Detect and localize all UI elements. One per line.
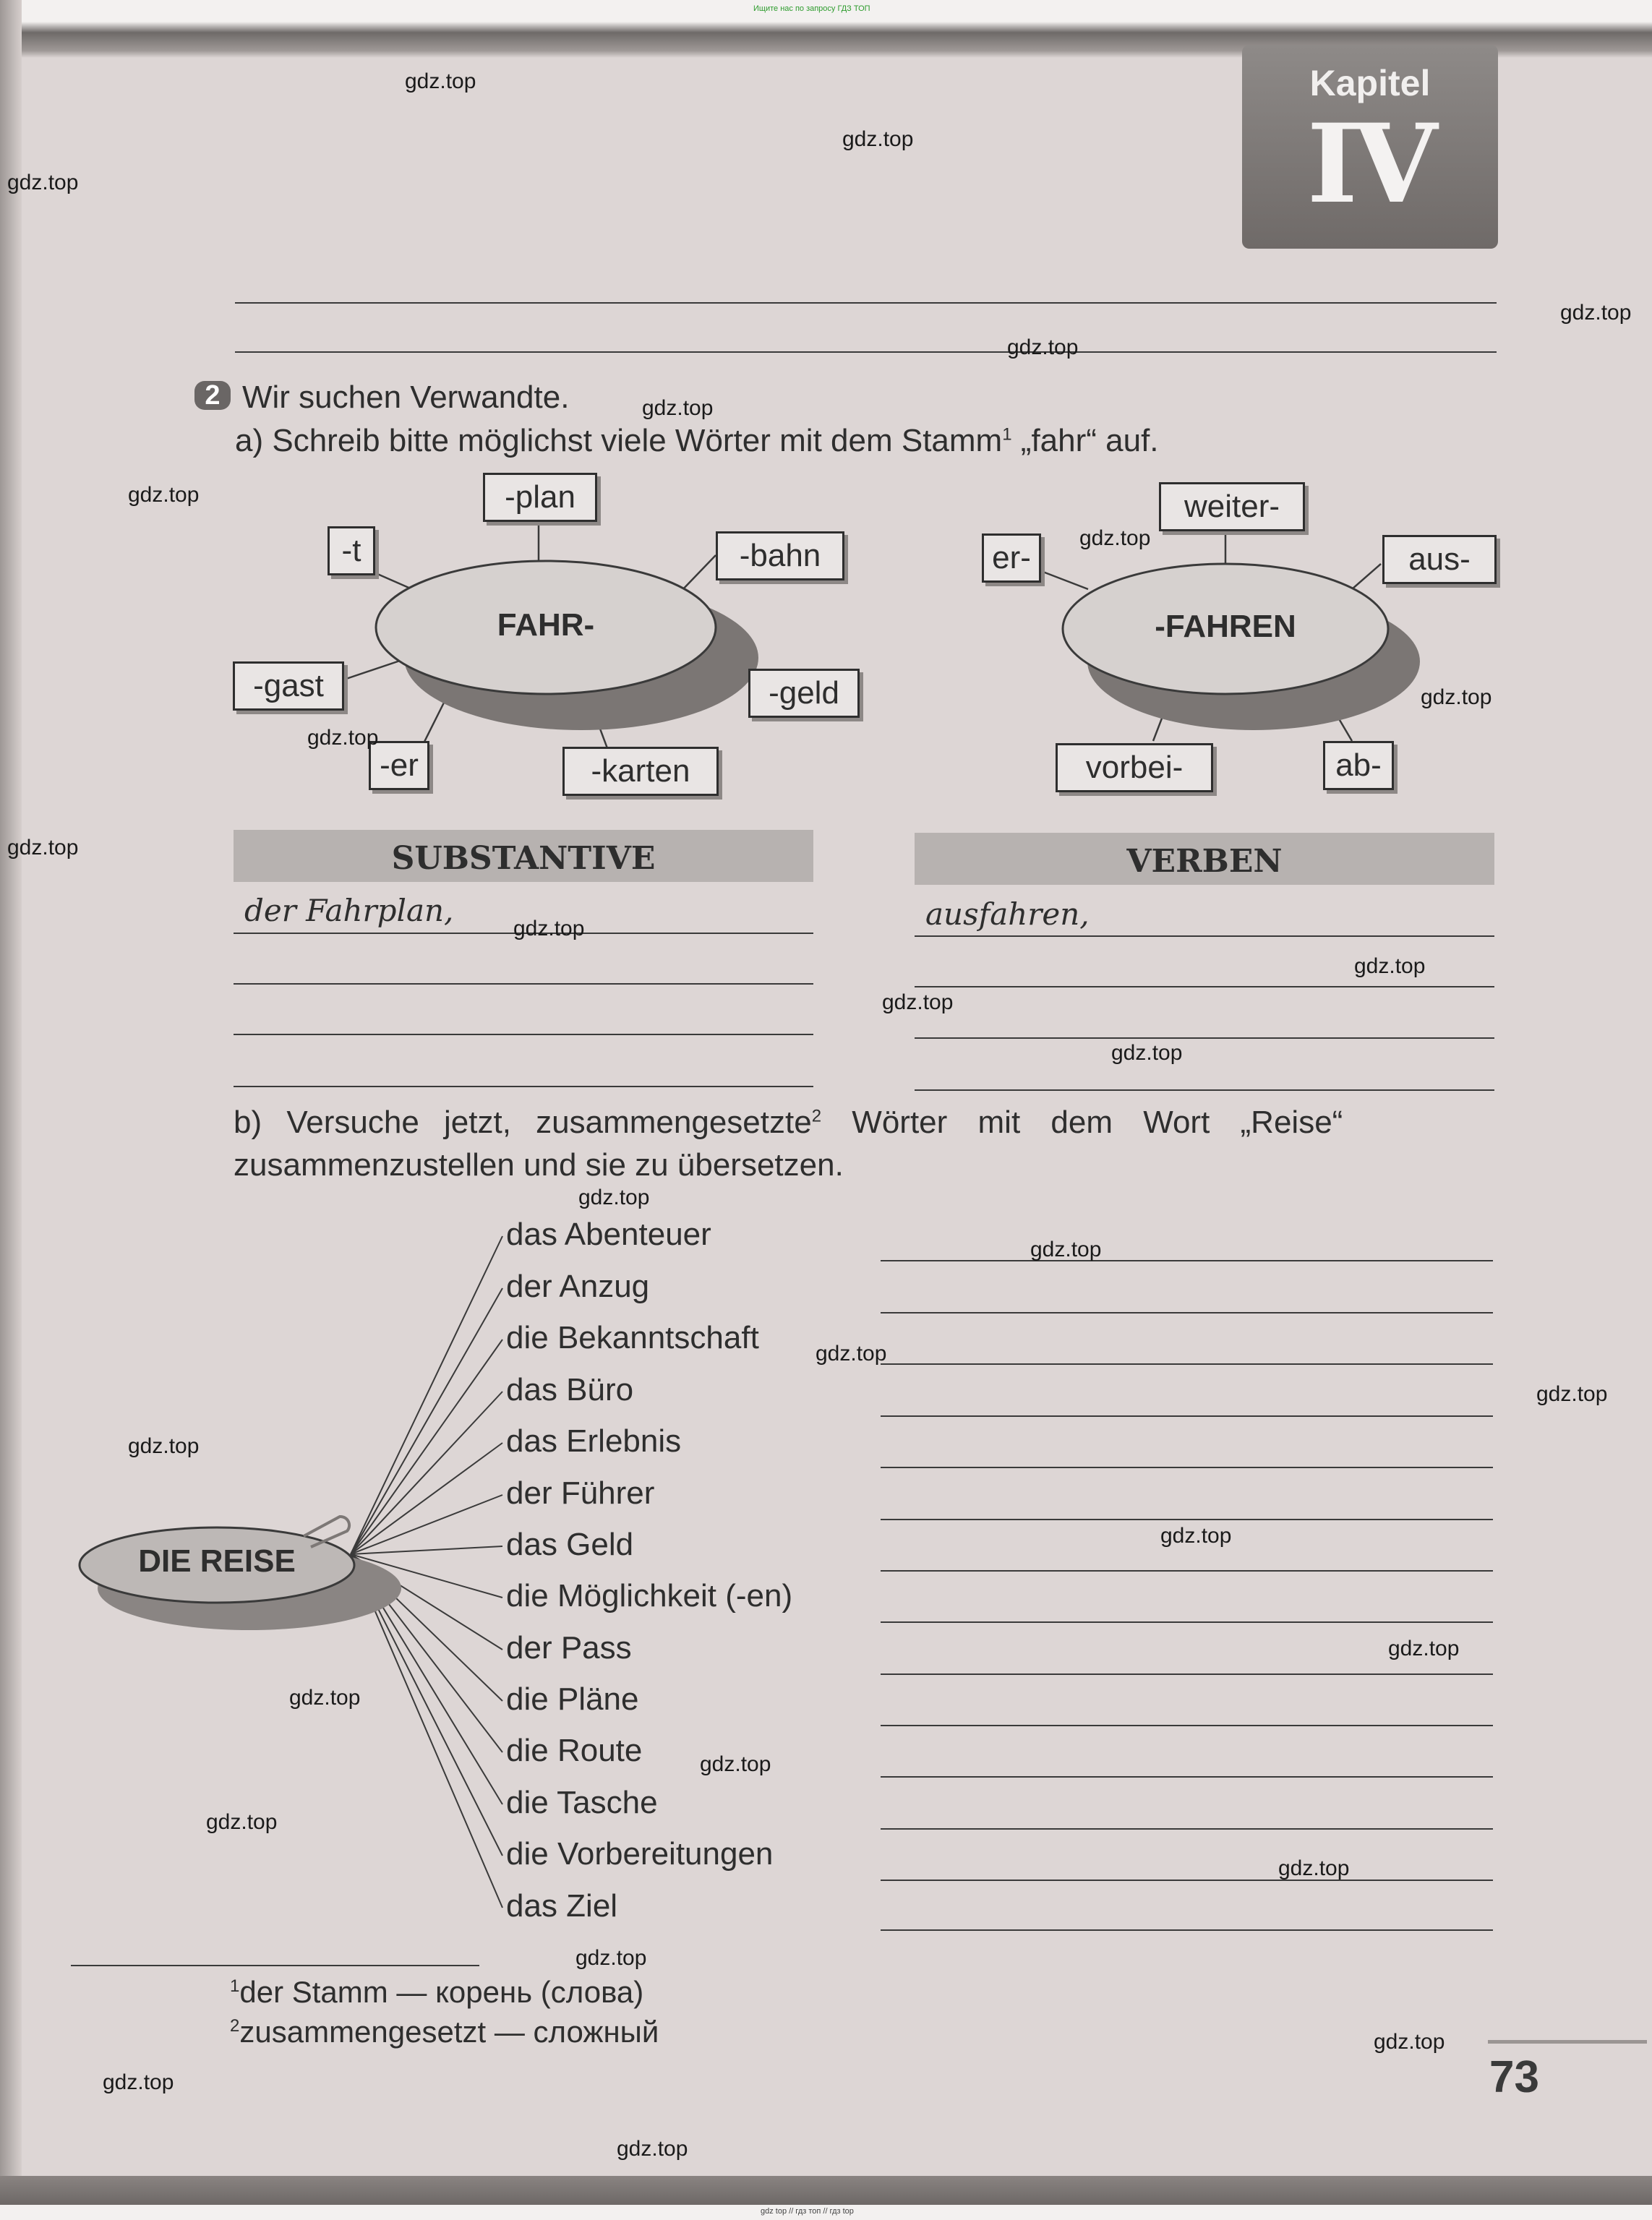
answer-line [881, 1725, 1493, 1726]
tag-vorbei: vorbei- [1056, 743, 1213, 792]
connector-line [1041, 571, 1088, 589]
watermark: gdz.top [1560, 301, 1632, 325]
answer-line [881, 1415, 1493, 1417]
tag-t: -t [328, 526, 375, 575]
watermark: gdz.top [575, 1946, 647, 1970]
task-number-badge: 2 [194, 381, 231, 410]
watermark: gdz.top [1111, 1041, 1183, 1065]
footer-note: gdz top // гдз топ // гдз top [761, 2207, 854, 2216]
answer-line [881, 1260, 1493, 1261]
watermark: gdz.top [7, 171, 79, 194]
watermark: gdz.top [128, 483, 200, 507]
answer-line [915, 935, 1494, 937]
footnote-2-text: zusammengesetzt — сложный [239, 2015, 659, 2049]
fahr-center-label: FAHR- [497, 607, 595, 643]
tag-weiter: weiter- [1159, 482, 1305, 531]
watermark: gdz.top [1160, 1524, 1232, 1548]
watermark: gdz.top [642, 396, 714, 420]
tag-bahn: -bahn [716, 531, 844, 580]
substantive-header: SUBSTANTIVE [234, 830, 813, 882]
answer-line [881, 1776, 1493, 1778]
reise-line [351, 1495, 502, 1554]
answer-line [915, 1037, 1494, 1039]
answer-line [881, 1363, 1493, 1365]
reise-line [351, 1392, 502, 1554]
fahren-center-label: -FAHREN [1155, 609, 1296, 644]
answer-line [881, 1519, 1493, 1520]
watermark: gdz.top [1030, 1238, 1102, 1261]
reise-word: die Möglichkeit (-en) [506, 1578, 793, 1613]
footnote-2 [230, 2015, 659, 2049]
watermark: gdz.top [1374, 2030, 1445, 2054]
footnote-1 [230, 1975, 643, 2010]
watermark: gdz.top [1079, 526, 1151, 550]
footnote-ref-1: 1 [1002, 424, 1012, 445]
answer-line [234, 1086, 813, 1087]
watermark: gdz.top [1007, 335, 1079, 359]
reise-line [351, 1546, 502, 1554]
connector-line [680, 555, 716, 593]
footnote-divider [71, 1965, 479, 1966]
reise-line [351, 1443, 502, 1554]
reise-word: die Tasche [506, 1785, 658, 1820]
answer-line [234, 983, 813, 985]
reise-word: der Anzug [506, 1269, 650, 1304]
answer-line [881, 1467, 1493, 1468]
watermark: gdz.top [1388, 1637, 1460, 1660]
answer-line [881, 1828, 1493, 1830]
watermark: gdz.top [405, 69, 476, 93]
answer-line [915, 986, 1494, 987]
reise-center-label: DIE REISE [138, 1543, 296, 1579]
reise-word: die Pläne [506, 1681, 639, 1717]
task-b-line1 [234, 1105, 1343, 1141]
answer-line [881, 1312, 1493, 1313]
tag-er: -er [369, 741, 429, 790]
reise-word: das Abenteuer [506, 1217, 711, 1252]
reise-word: das Ziel [506, 1888, 618, 1924]
watermark: gdz.top [816, 1342, 887, 1366]
tag-karten: -karten [562, 747, 719, 796]
task-b-line2: zusammenzustellen und sie zu übersetzen. [234, 1147, 844, 1183]
chapter-number: IV [1306, 100, 1434, 228]
watermark: gdz.top [617, 2137, 688, 2161]
connector-line [371, 571, 412, 589]
reise-word: die Bekanntschaft [506, 1320, 759, 1355]
watermark: gdz.top [1421, 685, 1492, 709]
watermark: gdz.top [700, 1752, 771, 1776]
connector-line [1352, 564, 1381, 589]
footnote-1-text: der Stamm — корень (слова) [239, 1975, 644, 2009]
reise-word: der Führer [506, 1475, 655, 1511]
reise-word: die Vorbereitungen [506, 1836, 774, 1872]
watermark: gdz.top [7, 836, 79, 860]
watermark: gdz.top [128, 1434, 200, 1458]
task-title: Wir suchen Verwandte. [242, 380, 570, 415]
answer-line [234, 1034, 813, 1035]
chapter-label: Kapitel [1309, 63, 1431, 103]
watermark: gdz.top [289, 1686, 361, 1710]
tag-gast: -gast [233, 661, 344, 711]
verben-example: ausfahren, [925, 896, 1090, 932]
reise-line [351, 1340, 502, 1554]
tag-aus: aus- [1382, 535, 1497, 584]
answer-line [881, 1673, 1493, 1675]
page-number-rule [1488, 2040, 1647, 2044]
tag-geld: -geld [748, 669, 860, 718]
task-b-text-end: Wörter mit dem Wort „Reise“ [821, 1105, 1343, 1140]
watermark: gdz.top [1278, 1856, 1350, 1880]
watermark: gdz.top [882, 990, 954, 1014]
reise-word: das Büro [506, 1372, 634, 1407]
tag-plan: -plan [483, 473, 597, 522]
footnote-ref-2: 2 [811, 1106, 822, 1126]
substantive-example: der Fahrplan, [244, 893, 454, 928]
answer-line [881, 1570, 1493, 1572]
answer-line [881, 1621, 1493, 1623]
reise-line [351, 1288, 502, 1554]
watermark: gdz.top [1354, 954, 1426, 978]
watermark: gdz.top [103, 2070, 174, 2094]
verben-header: VERBEN [915, 833, 1494, 885]
watermark: gdz.top [307, 726, 379, 750]
tag-er-prefix: er- [982, 533, 1041, 583]
watermark: gdz.top [513, 917, 585, 940]
watermark: gdz.top [842, 127, 914, 151]
reise-word: die Route [506, 1733, 643, 1768]
answer-line [881, 1880, 1493, 1881]
answer-line [915, 1089, 1494, 1091]
page-number: 73 [1489, 2052, 1539, 2102]
watermark: gdz.top [1536, 1382, 1608, 1406]
footnote-1-mark: 1 [230, 1976, 240, 1996]
task-a-text: a) Schreib bitte möglichst viele Wörter mit dem Stamm [235, 423, 1003, 458]
reise-line [351, 1236, 502, 1554]
task-a-text-end: „fahr“ auf. [1011, 423, 1159, 458]
tag-ab: ab- [1323, 741, 1394, 790]
answer-line [881, 1929, 1493, 1931]
header-note: Ищите нас по запросу ГДЗ ТОП [753, 4, 870, 13]
watermark: gdz.top [578, 1186, 650, 1209]
reise-word: der Pass [506, 1630, 632, 1666]
reise-word: das Geld [506, 1527, 634, 1562]
reise-word: das Erlebnis [506, 1423, 682, 1459]
watermark: gdz.top [206, 1810, 278, 1834]
footnote-2-mark: 2 [230, 2016, 240, 2036]
task-b-text: b) Versuche jetzt, zusammengesetzte [234, 1105, 812, 1140]
